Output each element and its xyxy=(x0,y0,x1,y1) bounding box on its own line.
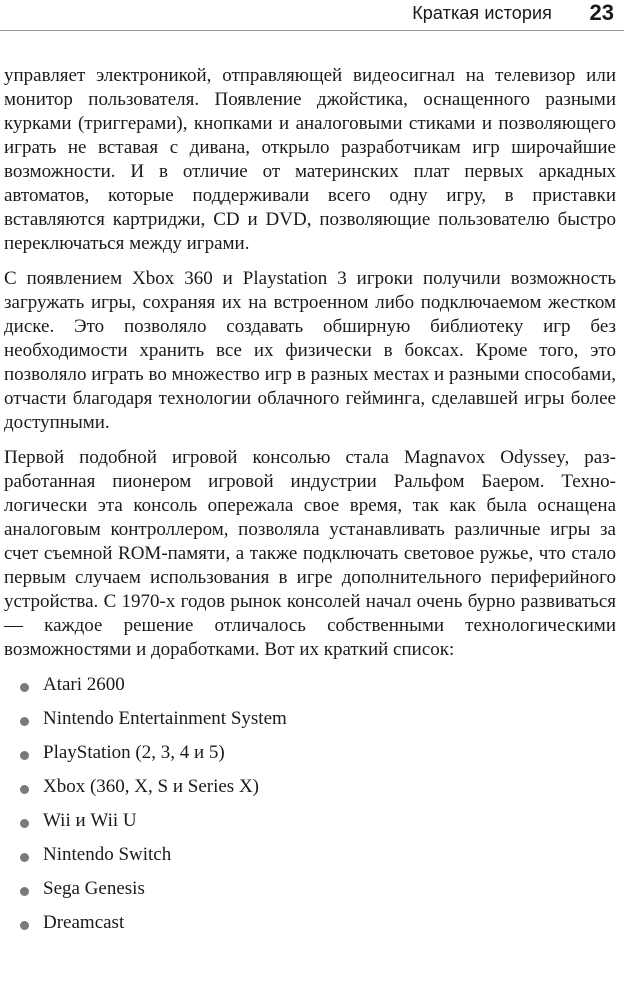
list-item xyxy=(4,877,616,901)
paragraph-magnavox-odyssey: Первой подобной игровой консолью стала Magnavox Odyssey, разработанная пионером игровой индустрии Ральфом Баером. Технологически эта консоль опережала свое время, так как была оснащена аналоговым контроллером, позволяла устанавливать различные игры за счет съемной ROM-памяти, а также подключать световое ружье, что стало первым случаем использования в игре дополнительного периферийного устройства. С 1970-х годов рынок консолей начал очень бурно развиваться — каждое решение отличалось собственными технологическими возможностями и доработками. Вот их краткий список: xyxy=(4,447,616,660)
list-item-label: Nintendo Entertainment System xyxy=(43,708,287,729)
running-head xyxy=(0,0,624,28)
bullet-icon xyxy=(20,819,29,828)
bullet-icon xyxy=(20,785,29,794)
paragraph-console-electronics: управляет электроникой, отправляющей видеосигнал на телевизор или монитор пользователя. Появление джойстика, оснащенного разными курками (триггерами), кнопками и аналоговыми стиками и позволяющего играть не вставая с дивана, открыло разработчикам игр широчайшие возможности. И в отличие от материнских плат первых аркадных автоматов, которые поддерживали всего одну игру, в приставки вставляются картриджи, CD и DVD, позволяющие пользователю быстро переключаться между играми. xyxy=(4,65,616,254)
list-item xyxy=(4,843,616,867)
list-item-label: Xbox (360, X, S и Series X) xyxy=(43,776,259,797)
bullet-icon xyxy=(20,887,29,896)
list-item-label: Wii и Wii U xyxy=(43,810,137,831)
bullet-icon xyxy=(20,921,29,930)
list-item-label: Dreamcast xyxy=(43,912,125,933)
header-divider xyxy=(0,30,624,31)
bullet-icon xyxy=(20,717,29,726)
list-item xyxy=(4,775,616,799)
bullet-icon xyxy=(20,751,29,760)
list-item xyxy=(4,911,616,935)
list-item-label: Sega Genesis xyxy=(43,878,145,899)
page-number: 23 xyxy=(589,0,614,25)
console-list xyxy=(4,673,616,935)
page-body xyxy=(4,64,616,945)
list-item xyxy=(4,707,616,731)
bullet-icon xyxy=(20,853,29,862)
list-item xyxy=(4,809,616,833)
list-item xyxy=(4,673,616,697)
list-item-label: Nintendo Switch xyxy=(43,844,172,865)
list-item-label: PlayStation (2, 3, 4 и 5) xyxy=(43,742,225,763)
paragraph-digital-downloads: С появлением Xbox 360 и Playstation 3 игроки получили возможность загружать игры, сохраняя их на встроенном либо подключаемом жестком диске. Это позволяло создавать обширную библиотеку игр без необходимости хранить все их физически в боксах. Кроме того, это позволяло играть во множество игр в разных местах и разными способами, отчасти благодаря технологии облачного гейминга, сделавшей игры более доступными. xyxy=(4,268,616,433)
bullet-icon xyxy=(20,683,29,692)
list-item xyxy=(4,741,616,765)
list-item-label: Atari 2600 xyxy=(43,674,125,695)
running-title: Краткая история xyxy=(412,3,552,23)
